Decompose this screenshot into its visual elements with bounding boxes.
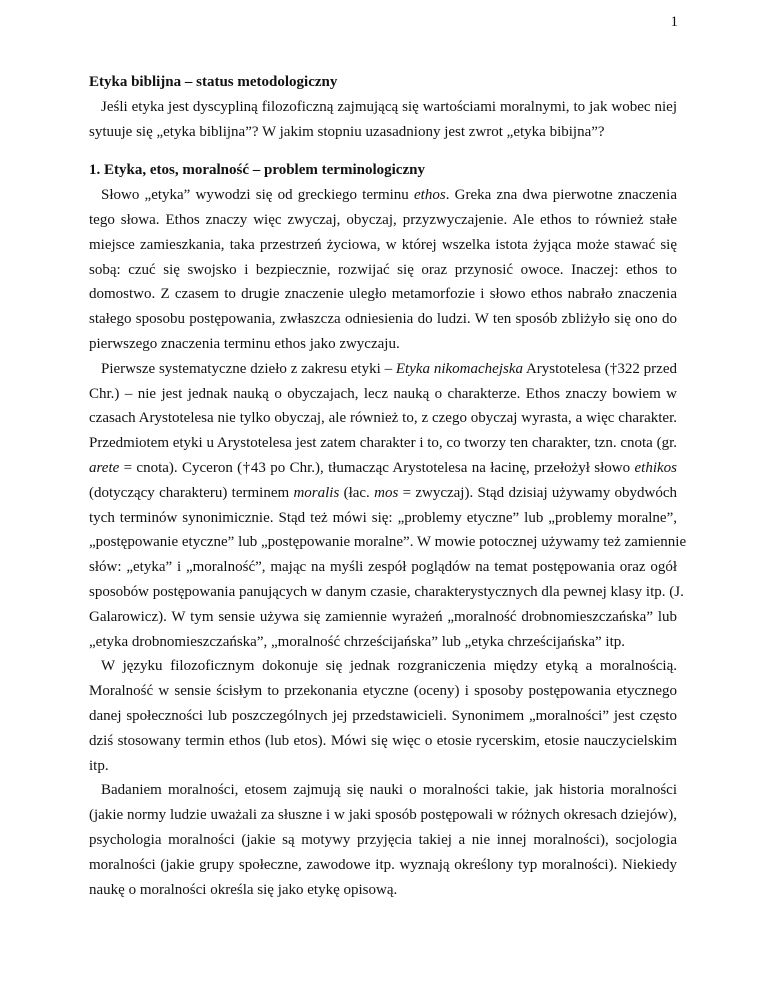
paragraph-line <box>89 307 677 332</box>
text-segment: sobą: czuć się swojsko i bezpiecznie, rozwijać się oraz przynosić owoce. Inaczej: ethos to <box>89 261 677 278</box>
text-segment: itp. <box>89 757 109 774</box>
text-segment: naukę o moralności określa się jako etykę opisową. <box>89 881 398 898</box>
paragraph-line <box>89 481 677 506</box>
paragraph-line <box>89 729 677 754</box>
italic-term: moralis <box>293 484 340 501</box>
paragraph-line <box>89 382 677 407</box>
paragraph-line <box>89 506 677 531</box>
paragraph-line <box>89 431 677 456</box>
intro-line <box>89 95 677 120</box>
paragraph-line <box>89 332 677 357</box>
text-segment: stałego sposobu postępowania, zwłaszcza odniesienia do ludzi. W ten sposób zbliżyło się ono do <box>89 311 677 328</box>
text-segment: miejsce zamieszkania, taka przestrzeń życiowa, w której wszelka istota żyjąca może stawać się <box>89 236 677 253</box>
paragraph-line <box>89 754 677 779</box>
paragraph-line <box>89 208 677 233</box>
text-segment: (łac. <box>339 484 375 501</box>
text-segment: moralności (jakie grupy społeczne, zawodowe itp. wyznają określony typ moralności). Niekiedy <box>89 856 677 873</box>
paragraph-line <box>89 233 677 258</box>
section-paragraphs <box>89 183 687 902</box>
text-segment: Moralność w sensie ścisłym to przekonania etyczne (oceny) i sposoby postępowania etycznego <box>89 683 677 700</box>
paragraph <box>89 357 687 655</box>
text-segment: „etyka drobnomieszczańska”, „moralność chrześcijańska” lub „etyka chrześcijańska” itp. <box>89 633 626 650</box>
paragraph-line <box>89 704 677 729</box>
text-segment: Badaniem moralności, etosem zajmują się nauki o moralności takie, jak historia moralności <box>101 782 677 799</box>
text-segment: psychologia moralności (jakie są motywy przyjęcia takiej a nie innej moralności), socjologia <box>89 831 677 848</box>
text-segment: Galarowicz). W tym sensie używa się zamiennie wyrażeń „moralność drobnomieszczańska” lub <box>89 608 677 625</box>
italic-term: arete <box>89 459 120 476</box>
text-segment: Słowo „etyka” wywodzi się od greckiego terminu <box>101 187 415 204</box>
text-segment: tego słowa. Ethos znaczy więc zwyczaj, obyczaj, przyzwyczajenie. Ale ethos to również stałe <box>89 211 677 228</box>
text-segment: = zwyczaj). Stąd dzisiaj używamy obydwóch <box>398 484 678 501</box>
paragraph-line <box>89 456 677 481</box>
italic-term: ethos <box>414 187 446 204</box>
paragraph <box>89 778 677 902</box>
text-segment: (dotyczący charakteru) terminem <box>89 484 294 501</box>
paragraph-line <box>89 605 677 630</box>
text-segment: domostwo. Z czasem to drugie znaczenie uległo metamorfozie i słowo ethos nabrało znaczenia <box>89 286 677 303</box>
text-segment: Jeśli etyka jest dyscypliną filozoficzną zajmującą się wartościami moralnymi, to jak wobec niej <box>101 98 677 115</box>
paragraph-line <box>89 828 677 853</box>
text-segment: Chr.) – nie jest jednak nauką o obyczajach, lecz nauką o charakterze. Ethos znaczy bowiem w <box>89 385 677 402</box>
paragraph <box>89 654 677 778</box>
intro-line <box>89 120 677 145</box>
paragraph-line <box>89 853 677 878</box>
paragraph-line <box>89 679 677 704</box>
paragraph-line <box>89 183 677 208</box>
paragraph-line <box>89 555 677 580</box>
page-number: 1 <box>670 14 678 30</box>
document-title: Etyka biblijna – status metodologiczny <box>89 74 338 90</box>
text-segment: Pierwsze systematyczne dzieło z zakresu etyki – <box>101 360 396 377</box>
italic-term: ethikos <box>634 459 677 476</box>
text-segment: słów: „etyka” i „moralność”, mając na myśli zespół poglądów na temat postępowania oraz ogół <box>89 559 677 576</box>
paragraph-line <box>89 803 677 828</box>
text-segment: sytuuje się „etyka biblijna”? W jakim stopniu uzasadniony jest zwrot „etyka bibijna”? <box>89 123 605 140</box>
text-segment: Arystotelesa (†322 przed <box>522 360 677 377</box>
text-segment: sposobów postępowania panujących w danym czasie, charakterystycznych dla pewnej klasy itp. (J. <box>89 583 684 600</box>
paragraph-line <box>89 258 677 283</box>
paragraph-line <box>89 406 677 431</box>
text-segment: danej społeczności lub poszczególnych jej przedstawicieli. Synonimem „moralności” jest często <box>89 707 677 724</box>
paragraph <box>89 183 677 357</box>
paragraph-line <box>89 654 677 679</box>
text-segment: Przedmiotem etyki u Arystotelesa jest zatem charakter i to, co tworzy ten charakter, tzn. cnota (gr. <box>89 435 677 452</box>
paragraph-line <box>89 357 677 382</box>
section-heading: 1. Etyka, etos, moralność – problem terminologiczny <box>89 162 425 179</box>
italic-term: mos <box>374 484 399 501</box>
text-segment: tych terminów synonimicznie. Stąd też mówi się: „problemy etyczne” lub „problemy moralne”, <box>89 509 677 526</box>
text-segment: . Greka zna dwa pierwotne znaczenia <box>445 187 677 204</box>
intro-paragraph <box>89 95 677 145</box>
paragraph-line <box>89 630 677 655</box>
paragraph-line <box>89 282 677 307</box>
text-segment: „postępowanie etyczne” lub „postępowanie moralne”. W mowie potocznej używamy też zamiennie <box>89 534 687 551</box>
italic-term: Etyka nikomachejska <box>395 360 523 377</box>
paragraph-line <box>89 878 677 903</box>
paragraph-line <box>89 778 677 803</box>
text-segment: czasach Arystotelesa nie tylko obyczaj, ale również to, z czego obyczaj wyrasta, a więc charakter. <box>89 410 677 427</box>
text-segment: W języku filozoficznym dokonuje się jednak rozgraniczenia między etyką a moralnością. <box>101 658 677 675</box>
paragraph-line <box>89 530 687 555</box>
text-segment: dziś stosowany termin ethos (lub etos). Mówi się więc o etosie rycerskim, etosie nauczycielskim <box>89 732 677 749</box>
text-segment: = cnota). Cyceron (†43 po Chr.), tłumacząc Arystotelesa na łacinę, przełożył słowo <box>119 459 635 476</box>
paragraph-line <box>89 580 684 605</box>
document-body <box>89 70 687 902</box>
text-segment: (jakie normy ludzie uważali za słuszne i w jaki sposób postępowali w różnych okresach dziejów), <box>89 807 677 824</box>
text-segment: pierwszego znaczenia terminu ethos jako zwyczaju. <box>89 335 400 352</box>
